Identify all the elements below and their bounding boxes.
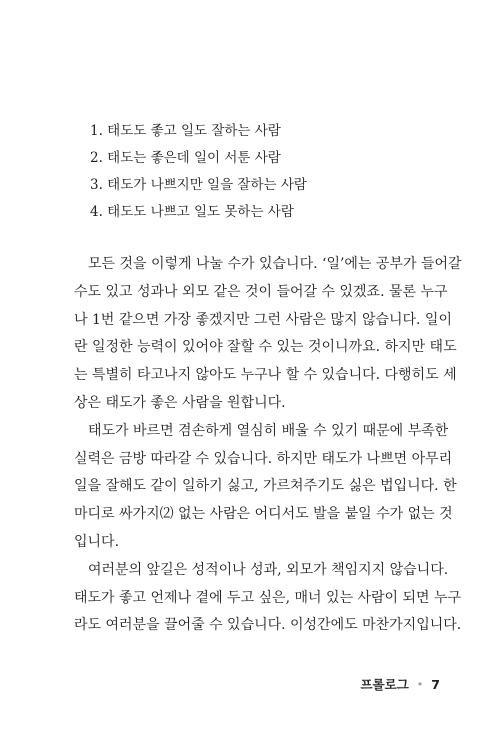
numbered-list	[90, 118, 307, 226]
page-footer	[360, 675, 440, 693]
text-line: 모든 것을 이렇게 나눌 수가 있습니다. ‘일’에는 공부가 들어갈	[88, 256, 462, 272]
list-item: 4. 태도도 나쁘고 일도 못하는 사람	[90, 204, 294, 220]
text-line: 상은 태도가 좋은 사람을 원합니다.	[74, 394, 286, 411]
text-line: 태도가 좋고 언제나 곁에 두고 싶은, 매너 있는 사람이 되면 누구	[74, 589, 462, 606]
chapter-title: 프롤로그	[360, 677, 409, 692]
text-line: 실력은 금방 따라갈 수 있습니다. 하지만 태도가 나쁘면 아무리	[74, 450, 453, 467]
text-line: 란 일정한 능력이 있어야 잘할 수 있는 것이니까요. 하지만 태도	[74, 339, 457, 356]
text-line: 태도가 바르면 겸손하게 열심히 배울 수 있기 때문에 부족한	[88, 422, 449, 439]
text-line: 입니다.	[74, 533, 120, 550]
body-text	[74, 251, 462, 640]
text-line: 여러분의 앞길은 성적이나 성과, 외모가 책임지지 않습니다.	[88, 561, 449, 578]
text-line: 는 특별히 타고나지 않아도 누구나 할 수 있습니다. 다행히도 세	[74, 367, 457, 384]
text-line: 일을 잘해도 같이 일하기 싫고, 가르쳐주기도 싫은 법입니다. 한	[74, 478, 457, 495]
text-line: 수도 있고 성과나 외모 같은 것이 들어갈 수 있겠죠. 물론 누구	[74, 283, 448, 300]
paragraph-2	[74, 418, 457, 557]
separator-dot: •	[416, 677, 424, 691]
list-item: 3. 태도가 나쁘지만 일을 잘하는 사람	[90, 177, 307, 193]
page-number: 7	[431, 676, 440, 692]
paragraph-1	[74, 251, 462, 418]
text-line: 나 1번 같으면 가장 좋겠지만 그런 사람은 많지 않습니다. 일이	[74, 311, 452, 328]
text-line: 마디로 싸가지⑵ 없는 사람은 어디서도 발을 붙일 수가 없는 것	[74, 506, 453, 523]
list-item: 2. 태도는 좋은데 일이 서툰 사람	[90, 150, 281, 166]
paragraph-3	[74, 557, 462, 640]
text-line: 라도 여러분을 끌어줄 수 있습니다. 이성간에도 마찬가지입니다.	[74, 617, 462, 634]
list-item: 1. 태도도 좋고 일도 잘하는 사람	[90, 123, 281, 139]
